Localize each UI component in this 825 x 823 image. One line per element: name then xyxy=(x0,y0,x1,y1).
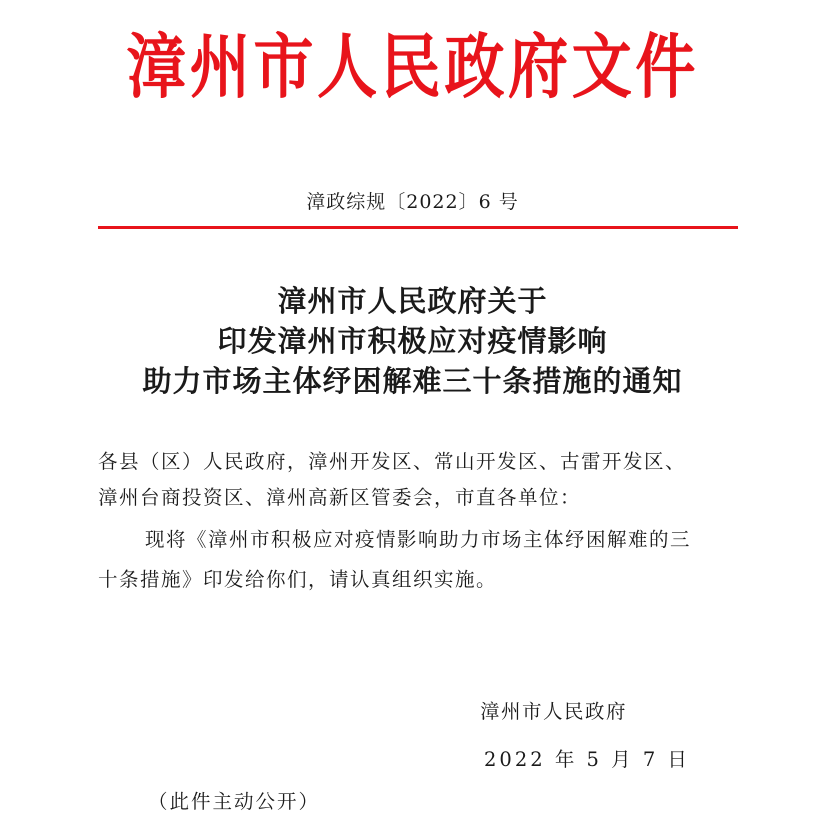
document-masthead: 漳州市人民政府文件 xyxy=(126,25,699,108)
addressees-line-2: 漳州台商投资区、漳州高新区管委会，市直各单位： xyxy=(98,486,582,509)
title-line-1: 漳州市人民政府关于 xyxy=(277,284,548,318)
disclosure-note: （此件主动公开） xyxy=(148,790,321,813)
document-number: 漳政综规〔2022〕6 号 xyxy=(306,191,519,213)
issuing-authority: 漳州市人民政府 xyxy=(480,700,628,723)
document-title xyxy=(0,281,825,401)
body-paragraph-line-2: 十条措施》印发给你们，请认真组织实施。 xyxy=(98,568,498,591)
red-separator-line xyxy=(98,226,738,229)
addressees-line-1: 各县（区）人民政府，漳州开发区、常山开发区、古雷开发区、 xyxy=(98,450,687,473)
body-paragraph-line-1: 现将《漳州市积极应对疫情影响助力市场主体纾困解难的三 xyxy=(145,528,692,551)
title-line-2: 印发漳州市积极应对疫情影响 xyxy=(217,324,608,358)
title-line-3: 助力市场主体纾困解难三十条措施的通知 xyxy=(142,364,683,398)
issue-date: 2022 年 5 月 7 日 xyxy=(484,748,690,771)
